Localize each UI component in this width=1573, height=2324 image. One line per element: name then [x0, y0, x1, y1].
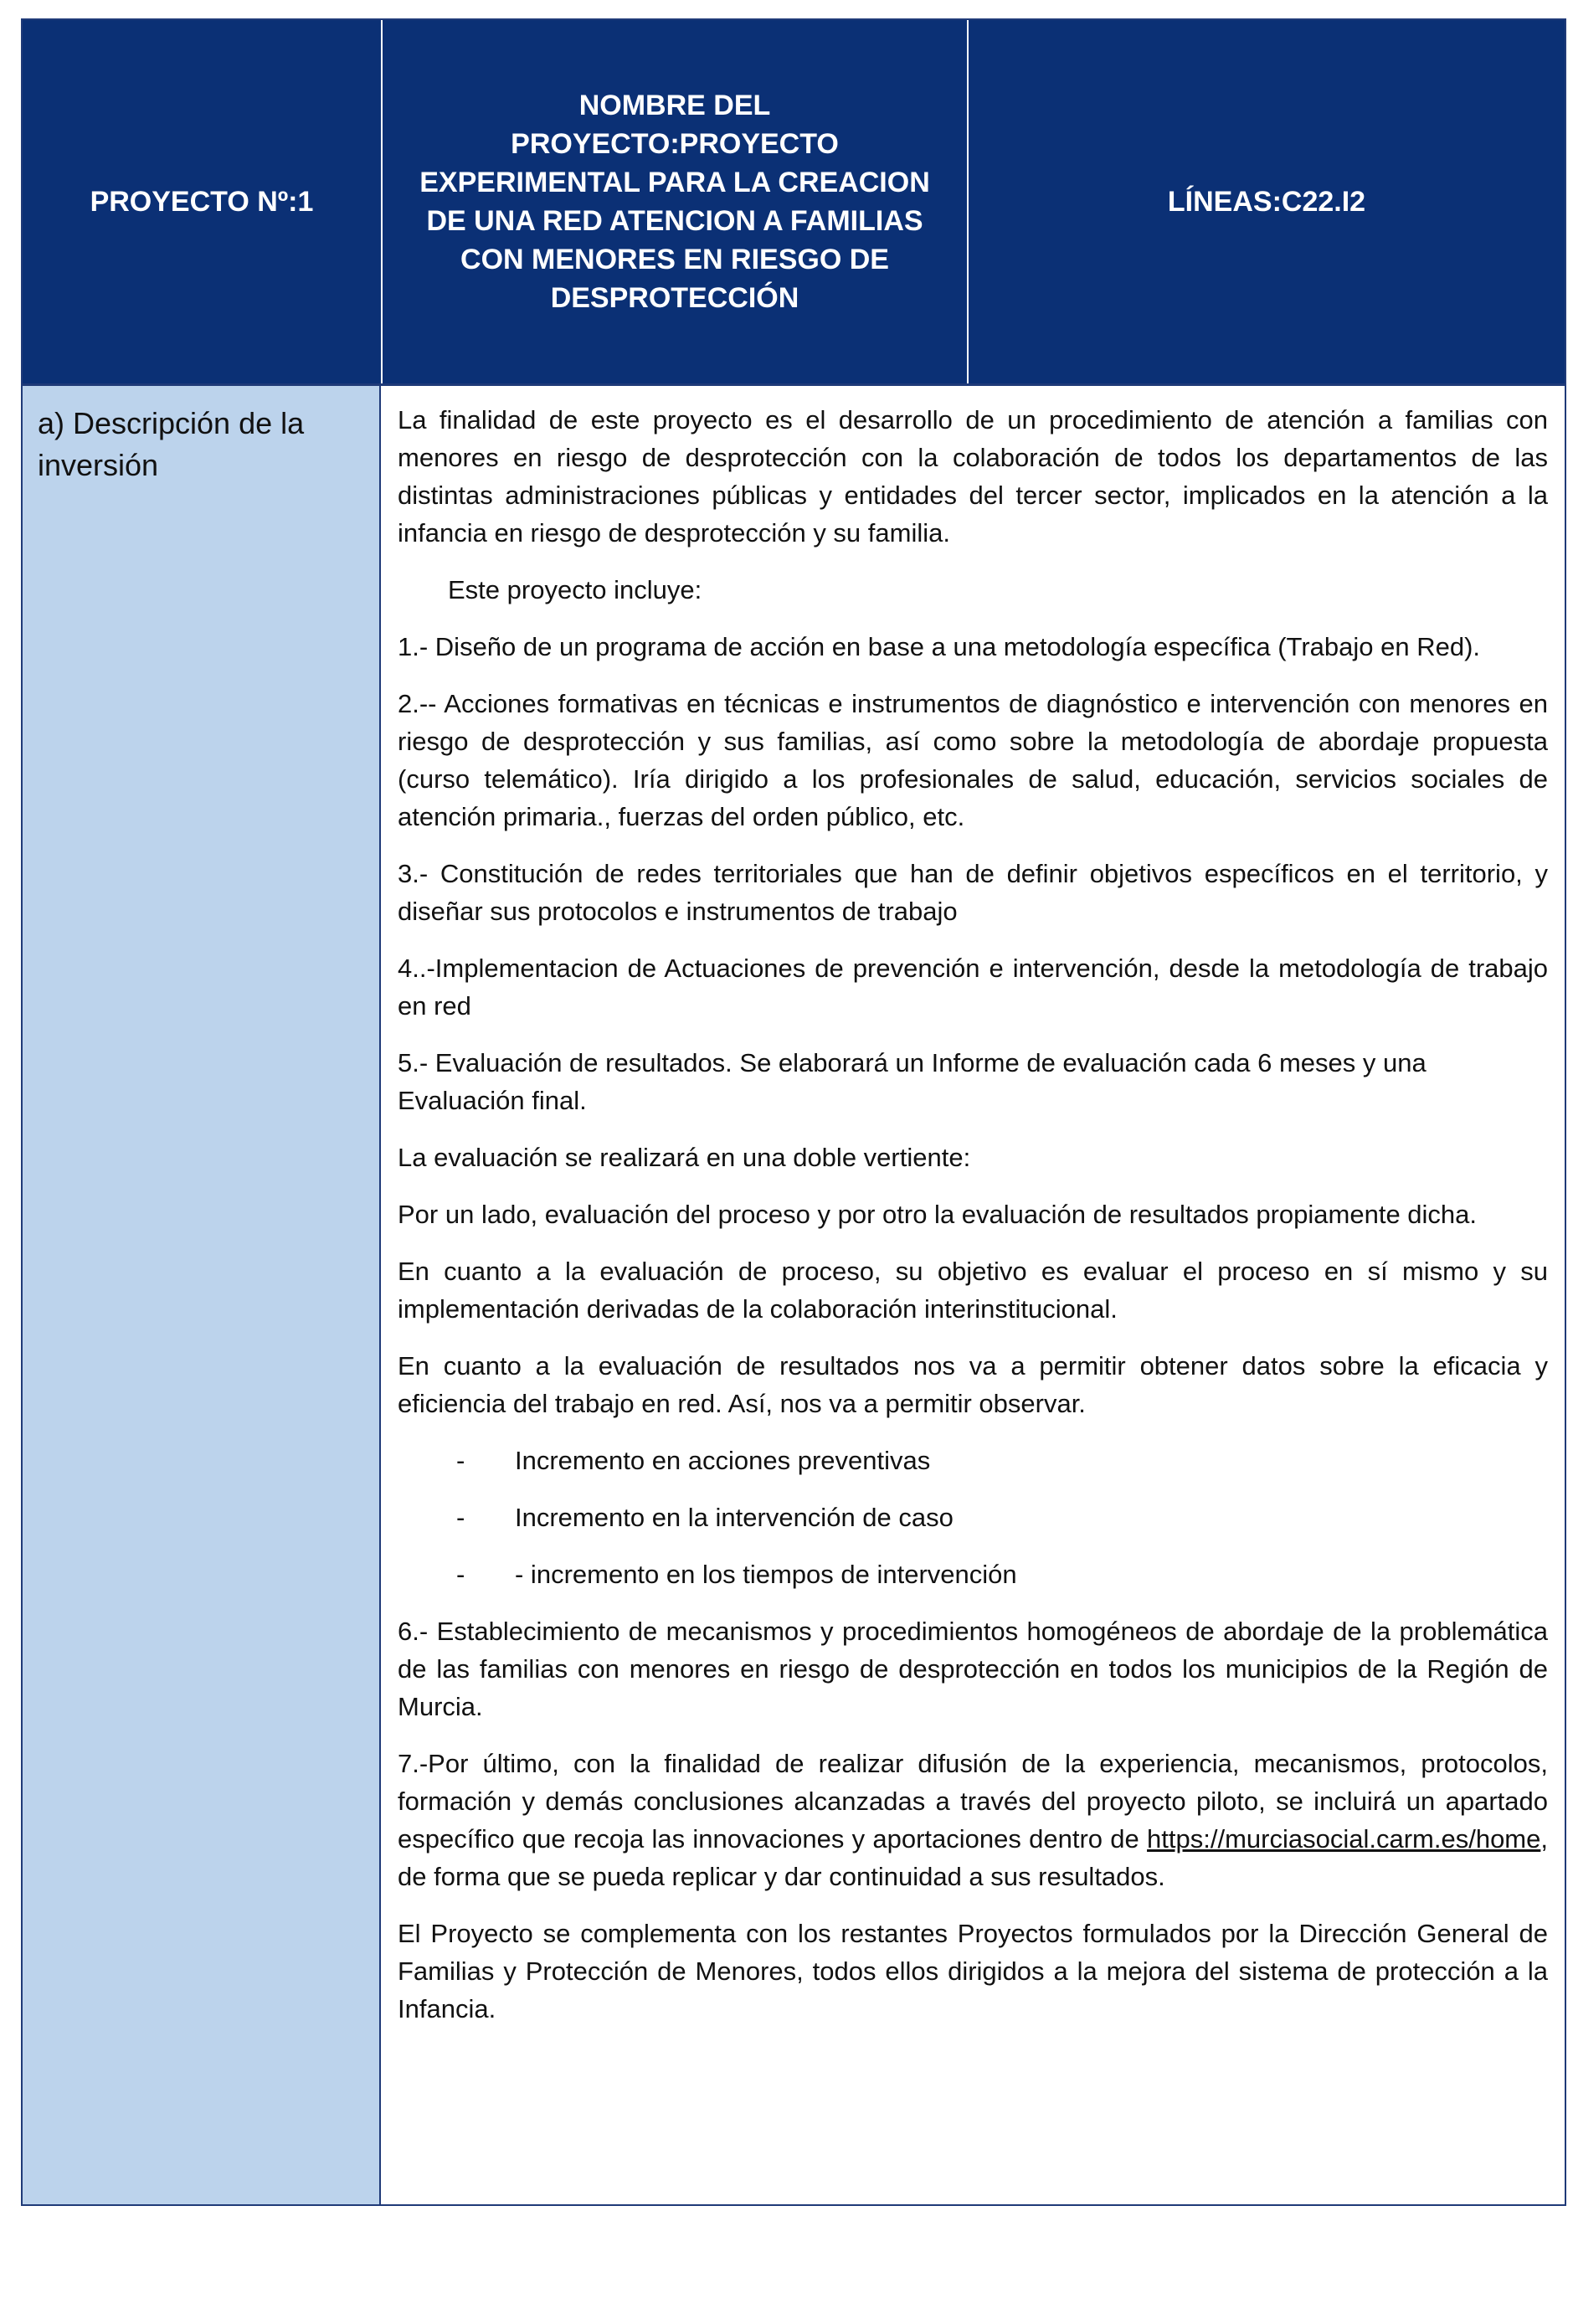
bullet-dash: - — [456, 1560, 465, 1589]
project-table — [21, 18, 1566, 2206]
project-lines: LÍNEAS:C22.I2 — [1167, 186, 1366, 218]
list-item — [398, 1555, 1548, 1593]
closing-paragraph: El Proyecto se complementa con los restantes Proyectos formulados por la Dirección General de Familias y Protección de Menores, todos ellos dirigidos a la mejora del sistema de protección a la Infancia. — [398, 1919, 1548, 2023]
description-content — [381, 386, 1565, 2204]
bullet-text: Incremento en acciones preventivas — [515, 1446, 931, 1475]
project-number: PROYECTO Nº:1 — [90, 186, 314, 218]
eval-sides: Por un lado, evaluación del proceso y por otro la evaluación de resultados propiamente dicha. — [398, 1200, 1478, 1229]
description-row — [23, 383, 1565, 2204]
item-1: 1.- Diseño de un programa de acción en base a una metodología específica (Trabajo en Red). — [398, 632, 1481, 661]
bullet-dash: - — [456, 1503, 465, 1532]
item-2: 2.-- Acciones formativas en técnicas e instrumentos de diagnóstico e intervención con menores en riesgo de desprotección y sus familias, así como sobre la metodología de abordaje propuesta (curso telemático). Iría dirigido a los profesionales de salud, educación, servicios sociales de atención primaria., fuerzas del orden público, etc. — [398, 689, 1548, 831]
bullet-dash: - — [456, 1446, 465, 1475]
list-item — [398, 1442, 1548, 1479]
murciasocial-link[interactable]: https://murciasocial.carm.es/home — [1147, 1824, 1541, 1854]
bullet-text: - incremento en los tiempos de intervención — [515, 1560, 1017, 1589]
eval-results: En cuanto a la evaluación de resultados nos va a permitir obtener datos sobre la eficacia y eficiencia del trabajo en red. Así, nos va a permitir observar. — [398, 1351, 1548, 1418]
intro-paragraph: La finalidad de este proyecto es el desarrollo de un procedimiento de atención a familias con menores en riesgo de desprotección con la colaboración de todos los departamentos de las distintas administraciones públicas y entidades del tercer sector, implicados en la atención a la infancia en riesgo de desprotección y su familia. — [398, 405, 1548, 548]
item-7-text: 7.-Por último, con la finalidad de realizar difusión de la experiencia, mecanismos, protocolos, formación y demás conclusiones alcanzadas a través del proyecto piloto, se incluirá un apartado específico que recoja las innovaciones y aportaciones dentro de — [398, 1749, 1548, 1854]
eval-intro: La evaluación se realizará en una doble vertiente: — [398, 1143, 971, 1172]
eval-process: En cuanto a la evaluación de proceso, su objetivo es evaluar el proceso en sí mismo y su implementación derivadas de la colaboración interinstitucional. — [398, 1257, 1548, 1324]
bullet-text: Incremento en la intervención de caso — [515, 1503, 954, 1532]
project-name: NOMBRE DEL PROYECTO:PROYECTO EXPERIMENTAL PARA LA CREACION DE UNA RED ATENCION A FAMILIAS CON MENORES EN RIESGO DE DESPROTECCIÓN — [381, 20, 969, 383]
item-7-text-end: , de forma que se pueda replicar y dar continuidad a sus resultados. — [398, 1824, 1548, 1891]
item-4: 4..-Implementacion de Actuaciones de prevención e intervención, desde la metodología de trabajo en red — [398, 954, 1548, 1021]
item-3: 3.- Constitución de redes territoriales que han de definir objetivos específicos en el territorio, y diseñar sus protocolos e instrumentos de trabajo — [398, 859, 1548, 926]
table-header — [23, 20, 1565, 383]
list-item — [398, 1499, 1548, 1536]
item-7 — [398, 1745, 1548, 1895]
item-5: 5.- Evaluación de resultados. Se elaborará un Informe de evaluación cada 6 meses y una Evaluación final. — [398, 1048, 1426, 1115]
item-6: 6.- Establecimiento de mecanismos y procedimientos homogéneos de abordaje de la problemática de las familias con menores en riesgo de desprotección en todos los municipios de la Región de Murcia. — [398, 1617, 1548, 1721]
includes-paragraph: Este proyecto incluye: — [448, 575, 702, 604]
section-label: a) Descripción de la inversión — [23, 386, 381, 2204]
